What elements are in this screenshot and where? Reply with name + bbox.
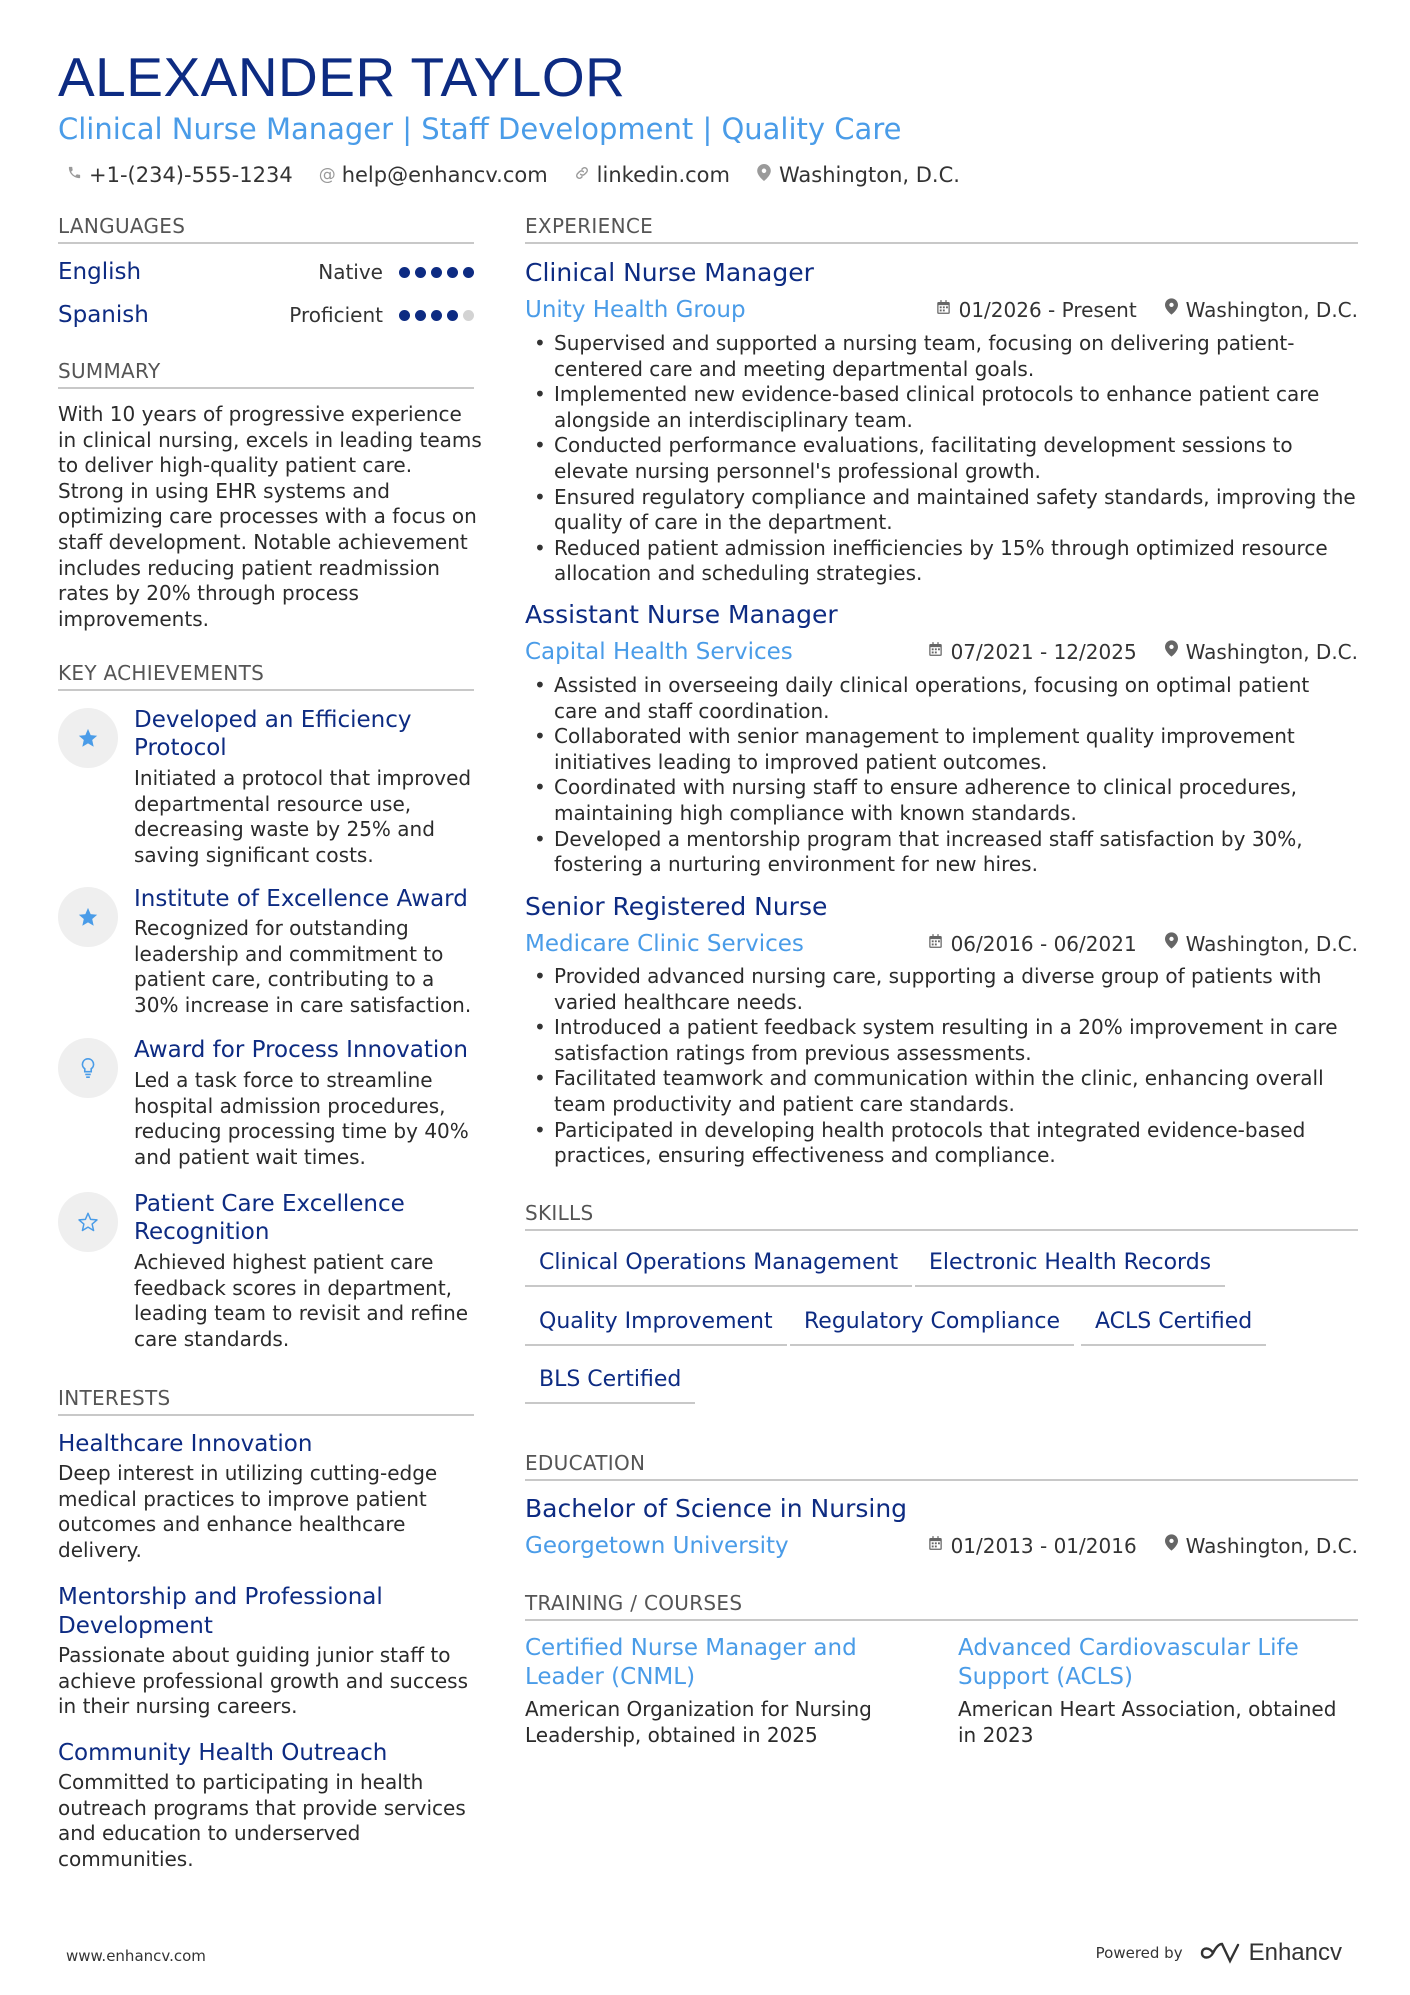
skill-tag: Clinical Operations Management [525, 1249, 912, 1287]
contact-phone[interactable] [66, 163, 293, 187]
achievement-desc: Initiated a protocol that improved departmental resource use, decreasing waste by 25% and saving significant costs. [134, 766, 472, 867]
job-location [1165, 638, 1358, 666]
candidate-headline: Clinical Nurse Manager | Staff Development | Quality Care [58, 112, 902, 146]
achievement-desc: Led a task force to streamline hospital admission procedures, reducing processing time by 40% and patient wait times. [134, 1068, 469, 1169]
contact-linkedin[interactable] [574, 163, 730, 187]
education-dates [928, 1532, 1137, 1560]
phone-icon [66, 165, 82, 185]
education-location-text: Washington, D.C. [1185, 1534, 1358, 1558]
job-meta [928, 930, 1358, 958]
language-level: Native [318, 260, 383, 284]
rating-dot [431, 310, 442, 321]
location-pin-icon [1165, 296, 1178, 324]
rating-dot [431, 267, 442, 278]
skills-heading: SKILLS [525, 1201, 1358, 1231]
calendar-icon [928, 638, 943, 666]
calendar-icon [936, 296, 951, 324]
language-rating [399, 310, 474, 321]
rating-dot [399, 310, 410, 321]
language-row [58, 257, 474, 287]
skill-tag: BLS Certified [525, 1366, 695, 1404]
achievement-item [58, 706, 474, 866]
powered-by-text: Powered by [1095, 1944, 1183, 1962]
job-dates-text: 06/2016 - 06/2021 [950, 932, 1137, 956]
job-location [1165, 296, 1358, 324]
job-bullet: • Conducted performance evaluations, facilitating development sessions to elevate nursing personnel's professional growth. [527, 433, 1357, 484]
job-company: Medicare Clinic Services [525, 931, 804, 957]
interest-title: Healthcare Innovation [58, 1431, 313, 1457]
job-dates-text: 01/2026 - Present [958, 298, 1137, 322]
linkedin-text: linkedin.com [596, 163, 730, 187]
enhancv-logo[interactable] [1199, 1939, 1342, 1967]
summary-text: With 10 years of progressive experience in clinical nursing, excels in leading teams to deliver high-quality patient care. Strong in using EHR systems and optimizing care processes with a focus on staff development. Notable achievement includes reducing patient readmission rates by 20% through process improvements. [58, 402, 482, 631]
job-meta [936, 296, 1358, 324]
link-icon [574, 165, 590, 186]
achievement-title: Patient Care Excellence Recognition [134, 1191, 405, 1245]
rating-dot [399, 267, 410, 278]
job-bullet: • Facilitated teamwork and communication within the clinic, enhancing overall team productivity and patient care standards. [527, 1066, 1357, 1117]
rating-dot [447, 310, 458, 321]
achievement-item [58, 1190, 474, 1350]
education-school: Georgetown University [525, 1533, 789, 1559]
training-heading: TRAINING / COURSES [525, 1591, 1358, 1621]
email-text: help@enhancv.com [341, 163, 548, 187]
education-dates-text: 01/2013 - 01/2016 [950, 1534, 1137, 1558]
achievement-item [58, 885, 474, 1015]
job-bullets [527, 331, 1357, 587]
rating-dot [415, 267, 426, 278]
job-dates [928, 638, 1137, 666]
achievements-heading: KEY ACHIEVEMENTS [58, 661, 474, 691]
job-bullet: • Introduced a patient feedback system resulting in a 20% improvement in care satisfaction ratings from previous assessments. [527, 1015, 1357, 1066]
contact-email[interactable] [319, 163, 548, 187]
calendar-icon [928, 930, 943, 958]
job-bullet: • Supervised and supported a nursing team, focusing on delivering patient-centered care and meeting departmental goals. [527, 331, 1357, 382]
skill-tag: ACLS Certified [1081, 1308, 1266, 1346]
job-dates [928, 930, 1137, 958]
candidate-name: ALEXANDER TAYLOR [58, 46, 626, 108]
footer-branding [1096, 1939, 1342, 1967]
job-dates-text: 07/2021 - 12/2025 [950, 640, 1137, 664]
course-desc: American Heart Association, obtained in 2023 [958, 1697, 1337, 1747]
job-location [1165, 930, 1358, 958]
job-title: Clinical Nurse Manager [525, 258, 814, 287]
course-title: Advanced Cardiovascular Life Support (ACLS) [958, 1635, 1299, 1690]
skill-tag: Regulatory Compliance [790, 1308, 1074, 1346]
summary-heading: SUMMARY [58, 359, 474, 389]
language-row [58, 300, 474, 330]
job-bullet: • Participated in developing health protocols that integrated evidence-based practices, ensuring effectiveness and compliance. [527, 1118, 1357, 1169]
star-icon [58, 887, 118, 947]
star-icon [58, 708, 118, 768]
job-bullets [527, 673, 1357, 878]
language-name: Spanish [58, 302, 149, 328]
contact-location [756, 163, 960, 187]
location-pin-icon [1165, 1532, 1178, 1560]
job-company: Capital Health Services [525, 639, 793, 665]
job-bullet: • Developed a mentorship program that increased staff satisfaction by 30%, fostering a nurturing environment for new hires. [527, 827, 1357, 878]
job-bullet: • Provided advanced nursing care, supporting a diverse group of patients with varied healthcare needs. [527, 964, 1357, 1015]
job-bullet: • Ensured regulatory compliance and maintained safety standards, improving the quality of care in the department. [527, 485, 1357, 536]
job-company: Unity Health Group [525, 297, 746, 323]
language-rating [399, 267, 474, 278]
interest-desc: Passionate about guiding junior staff to achieve professional growth and success in their nursing careers. [58, 1643, 468, 1719]
achievement-title: Institute of Excellence Award [134, 886, 468, 912]
enhancv-logo-icon [1199, 1942, 1241, 1964]
interest-title: Mentorship and Professional Development [58, 1584, 383, 1639]
rating-dot [447, 267, 458, 278]
interests-heading: INTERESTS [58, 1386, 474, 1416]
brand-name: Enhancv [1248, 1939, 1342, 1966]
job-bullet: • Collaborated with senior management to implement quality improvement initiatives leading to improved patient outcomes. [527, 724, 1357, 775]
rating-dot [463, 267, 474, 278]
location-pin-icon [1165, 930, 1178, 958]
achievement-item [58, 1036, 474, 1169]
lightbulb-icon [58, 1038, 118, 1098]
achievement-title: Developed an Efficiency Protocol [134, 707, 412, 761]
achievement-title: Award for Process Innovation [134, 1037, 468, 1063]
education-location [1165, 1532, 1358, 1560]
rating-dot-empty [463, 310, 474, 321]
calendar-icon [928, 1532, 943, 1560]
language-name: English [58, 259, 142, 285]
job-bullet: • Assisted in overseeing daily clinical operations, focusing on optimal patient care and staff coordination. [527, 673, 1357, 724]
star-outline-icon [58, 1192, 118, 1252]
achievement-desc: Recognized for outstanding leadership and commitment to patient care, contributing to a 30% increase in care satisfaction. [134, 916, 472, 1017]
location-pin-icon [1165, 638, 1178, 666]
footer-website[interactable]: www.enhancv.com [66, 1947, 206, 1965]
job-bullet: • Implemented new evidence-based clinical protocols to enhance patient care alongside an interdisciplinary team. [527, 382, 1357, 433]
languages-heading: LANGUAGES [58, 214, 474, 244]
location-text: Washington, D.C. [778, 163, 960, 187]
job-location-text: Washington, D.C. [1185, 640, 1358, 664]
education-heading: EDUCATION [525, 1451, 1358, 1481]
rating-dot [415, 310, 426, 321]
contact-bar [66, 163, 960, 187]
job-location-text: Washington, D.C. [1185, 298, 1358, 322]
education-meta [928, 1532, 1358, 1560]
interest-desc: Committed to participating in health outreach programs that provide services and education to underserved communities. [58, 1770, 466, 1871]
experience-heading: EXPERIENCE [525, 214, 1358, 244]
phone-text: +1-(234)-555-1234 [89, 163, 293, 187]
achievement-desc: Achieved highest patient care feedback scores in department, leading team to revisit and refine care standards. [134, 1250, 469, 1351]
job-dates [936, 296, 1137, 324]
job-location-text: Washington, D.C. [1185, 932, 1358, 956]
location-pin-icon [756, 164, 772, 186]
skill-tag: Quality Improvement [525, 1308, 787, 1346]
skill-tag: Electronic Health Records [915, 1249, 1225, 1287]
job-bullet: • Coordinated with nursing staff to ensure adherence to clinical procedures, maintaining high compliance with known standards. [527, 775, 1357, 826]
interest-desc: Deep interest in utilizing cutting-edge medical practices to improve patient outcomes and enhance healthcare delivery. [58, 1461, 438, 1562]
job-meta [928, 638, 1358, 666]
at-icon: @ [318, 165, 336, 185]
job-title: Assistant Nurse Manager [525, 600, 838, 629]
education-degree: Bachelor of Science in Nursing [525, 1494, 908, 1523]
job-bullet: • Reduced patient admission inefficiencies by 15% through optimized resource allocation and scheduling strategies. [527, 536, 1357, 587]
job-bullets [527, 964, 1357, 1169]
interest-title: Community Health Outreach [58, 1740, 388, 1766]
course-title: Certified Nurse Manager and Leader (CNML) [525, 1635, 857, 1690]
course-desc: American Organization for Nursing Leadership, obtained in 2025 [525, 1697, 872, 1747]
language-level: Proficient [289, 303, 383, 327]
job-title: Senior Registered Nurse [525, 892, 828, 921]
